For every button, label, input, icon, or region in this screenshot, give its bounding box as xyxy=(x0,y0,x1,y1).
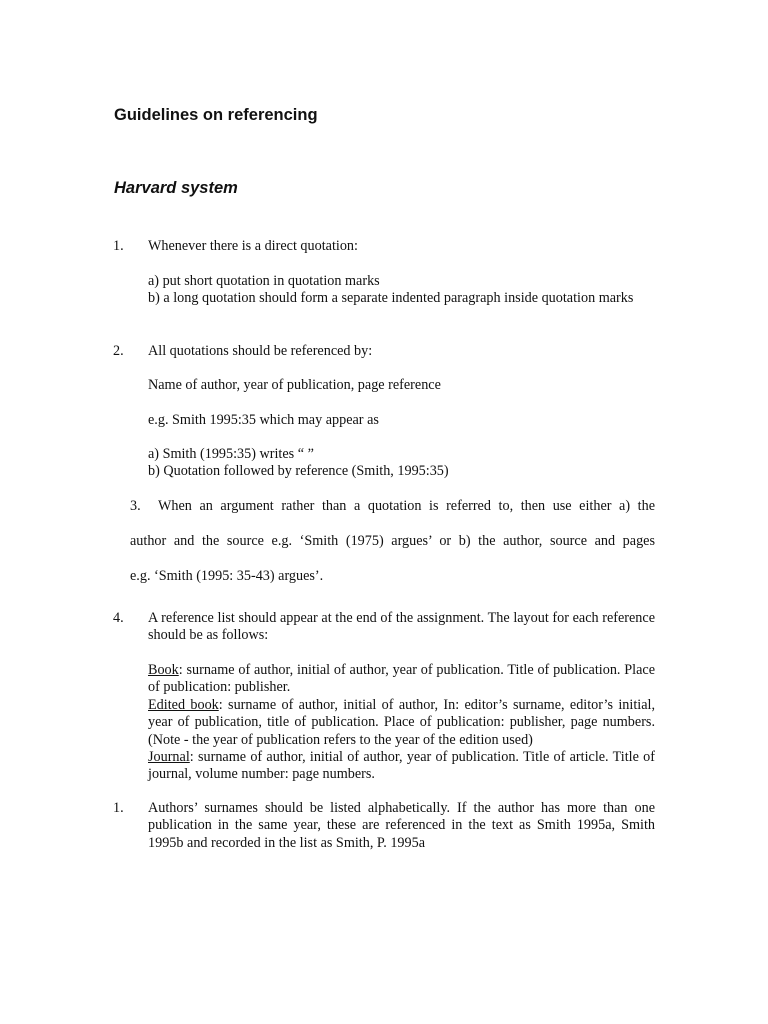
journal-format xyxy=(148,749,655,784)
book-format-text: : surname of author, initial of author, year of publication. Title of publication. Place of publication: publisher. xyxy=(148,662,655,696)
item-5-text: Authors’ surnames should be listed alphabetically. If the author has more than one publication in the same year, these are referenced in the text as Smith 1995a, Smith 1995b and recorded in the list as Smith, P. 1995a xyxy=(148,800,655,851)
item-2-number: 2. xyxy=(113,343,124,359)
journal-format-text: : surname of author, initial of author, year of publication. Title of article. Title of journal, volume number: page numbers. xyxy=(148,749,655,783)
section-title: Harvard system xyxy=(114,179,238,197)
document-title: Guidelines on referencing xyxy=(114,106,318,124)
item-2-option-a: a) Smith (1995:35) writes “ ” xyxy=(148,446,314,462)
item-1-option-b: b) a long quotation should form a separate indented paragraph inside quotation marks xyxy=(148,290,634,306)
item-3-line-3: e.g. ‘Smith (1995: 35-43) argues’. xyxy=(130,568,324,584)
item-2-example: e.g. Smith 1995:35 which may appear as xyxy=(148,412,379,428)
book-format xyxy=(148,662,655,697)
reference-formats xyxy=(148,662,655,784)
item-3-line-2: author and the source e.g. ‘Smith (1975) argues’ or b) the author, source and pages xyxy=(130,533,655,549)
edited-book-format xyxy=(148,697,655,749)
edited-book-format-text: : surname of author, initial of author, In: editor’s surname, editor’s initial, year of publication, title of publication. Place of publication: publisher, page numbers. (Note - the year of publication refers to the year of the edition used) xyxy=(148,696,655,748)
edited-book-label: Edited book xyxy=(148,696,219,713)
item-2-option-b: b) Quotation followed by reference (Smith, 1995:35) xyxy=(148,463,449,479)
item-4-text: A reference list should appear at the end of the assignment. The layout for each reference should be as follows: xyxy=(148,610,655,644)
item-3-number: 3. xyxy=(130,498,141,514)
journal-label: Journal xyxy=(148,749,190,766)
item-1-option-a: a) put short quotation in quotation marks xyxy=(148,273,380,289)
book-label: Book xyxy=(148,662,179,678)
item-2-format: Name of author, year of publication, page reference xyxy=(148,377,441,393)
item-2-text: All quotations should be referenced by: xyxy=(148,343,373,359)
item-4-number: 4. xyxy=(113,610,124,626)
item-1-number: 1. xyxy=(113,238,124,254)
item-3-line-1: When an argument rather than a quotation is referred to, then use either a) the xyxy=(158,498,655,514)
item-5-number: 1. xyxy=(113,800,124,816)
item-1-text: Whenever there is a direct quotation: xyxy=(148,238,358,254)
